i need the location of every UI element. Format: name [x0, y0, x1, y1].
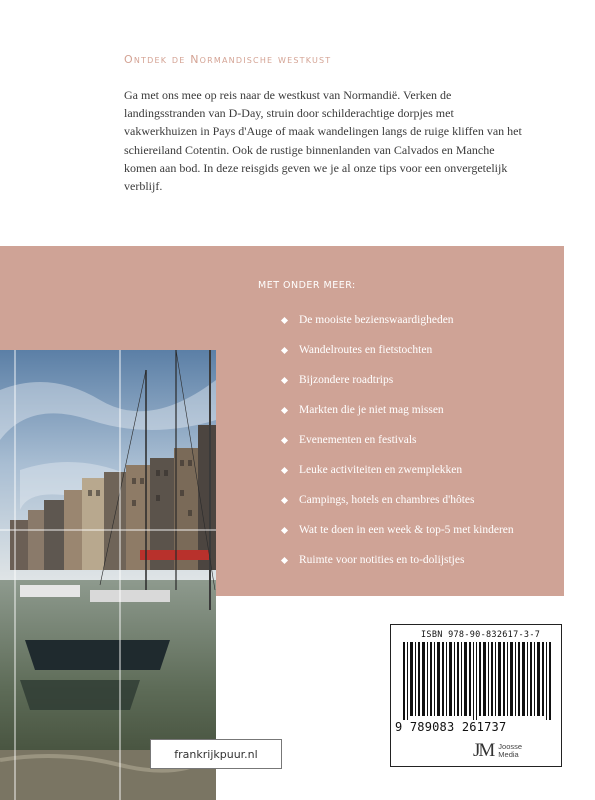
- diamond-bullet-icon: [281, 376, 288, 383]
- highlights-list: [280, 305, 514, 575]
- list-item: Wat te doen in een week & top-5 met kinderen: [280, 515, 514, 545]
- diamond-bullet-icon: [281, 436, 288, 443]
- diamond-bullet-icon: [281, 346, 288, 353]
- list-item: Markten die je niet mag missen: [280, 395, 514, 425]
- diamond-bullet-icon: [281, 406, 288, 413]
- barcode-image: [403, 642, 551, 720]
- list-item: Campings, hotels en chambres d'hôtes: [280, 485, 514, 515]
- list-item: Bijzondere roadtrips: [280, 365, 514, 395]
- list-item: Evenementen en festivals: [280, 425, 514, 455]
- list-item: Leuke activiteiten en zwemplekken: [280, 455, 514, 485]
- isbn-text: ISBN 978-90-832617-3-7: [421, 630, 541, 640]
- barcode-box: [390, 624, 562, 767]
- diamond-bullet-icon: [281, 526, 288, 533]
- publisher-logo-mark: JM: [473, 740, 494, 761]
- diamond-bullet-icon: [281, 496, 288, 503]
- list-item: Ruimte voor notities en to-dolijstjes: [280, 545, 514, 575]
- publisher-url: frankrijkpuur.nl: [150, 739, 282, 769]
- ean-digits: 9 789083 261737: [395, 720, 507, 734]
- diamond-bullet-icon: [281, 316, 288, 323]
- harbour-photo: [0, 350, 216, 800]
- publisher-logo-text: Joosse Media: [498, 741, 523, 759]
- back-cover-heading: Ontdek de Normandische westkust: [124, 53, 332, 66]
- publisher-logo: [473, 741, 522, 760]
- highlights-heading: MET ONDER MEER:: [258, 280, 356, 291]
- list-item: Wandelroutes en fietstochten: [280, 335, 514, 365]
- list-item: De mooiste bezienswaardigheden: [280, 305, 514, 335]
- diamond-bullet-icon: [281, 556, 288, 563]
- diamond-bullet-icon: [281, 466, 288, 473]
- intro-paragraph: Ga met ons mee op reis naar de westkust van Normandië. Verken de landingsstranden van D-Day, struin door schilderachtige dorpjes met vakwerkhuizen in Pays d'Auge of maak wandelingen langs de ruige kliffen van het schiereiland Cotentin. Ook de rustige binnenlanden van Calvados en Manche komen aan bod. In deze reisgids geven we je al onze tips voor een onvergetelijk verblijf.: [124, 88, 522, 194]
